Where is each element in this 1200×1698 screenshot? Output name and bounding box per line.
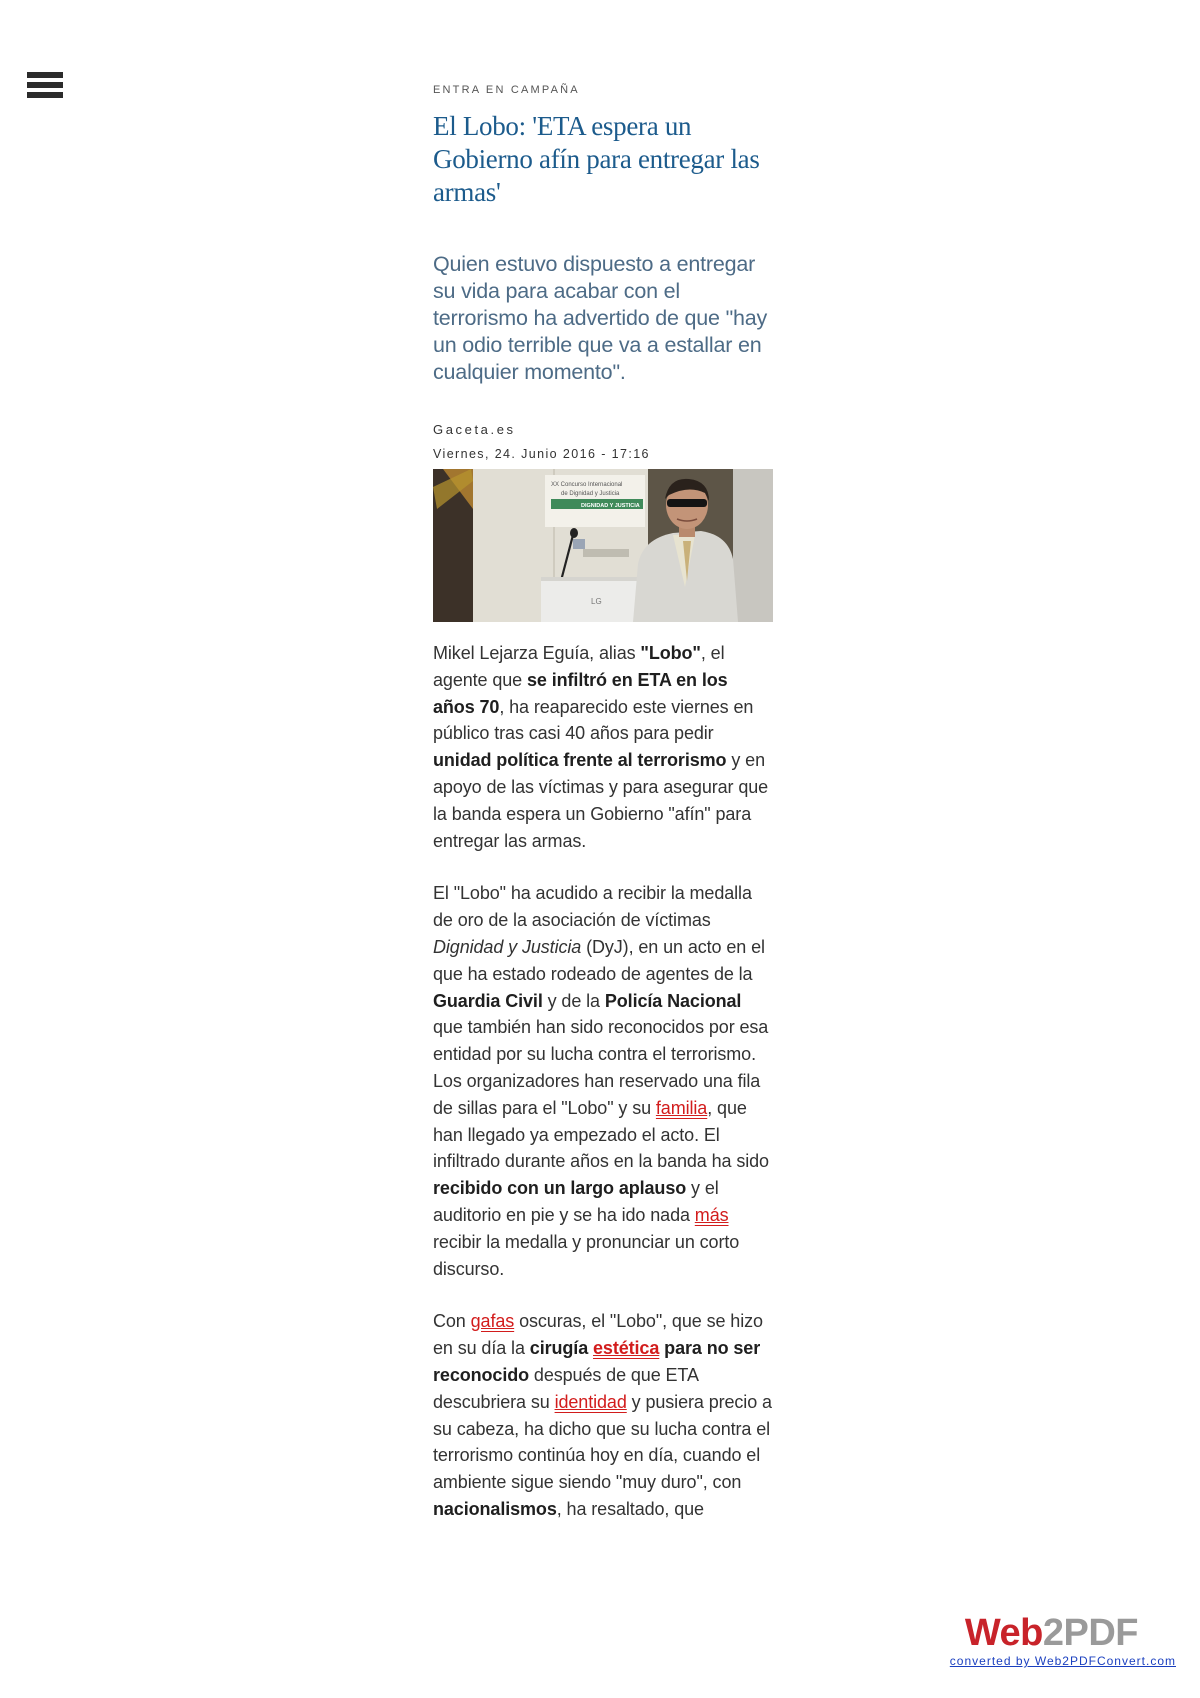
web2pdf-logo: Web2PDF: [964, 1612, 1138, 1654]
web2pdf-watermark: [950, 1614, 1176, 1668]
article-date: Viernes, 24. Junio 2016 - 17:16: [433, 447, 650, 461]
hamburger-menu-icon[interactable]: [27, 72, 63, 104]
body-paragraph-1: Mikel Lejarza Eguía, alias "Lobo", el agente que se infiltró en ETA en los años 70, ha reaparecido este viernes en público tras casi 40 años para pedir unidad política frente al terrorismo y en apoyo de las víctimas y para asegurar que la banda espera un Gobierno "afín" para entregar las armas.: [433, 643, 769, 851]
article-photo: [433, 469, 773, 622]
article-standfirst: Quien estuvo dispuesto a entregar su vida para acabar con el terrorismo ha advertido de que "hay un odio terrible que va a estallar en cualquier momento".: [433, 252, 768, 384]
web2pdf-convert-link[interactable]: converted by Web2PDFConvert.com: [949, 1654, 1176, 1668]
ad-link-estetica[interactable]: estética: [593, 1338, 660, 1359]
ad-link-gafas[interactable]: gafas: [470, 1311, 515, 1332]
article-headline: El Lobo: 'ETA espera un Gobierno afín para entregar las armas': [433, 111, 760, 207]
photo-screen-line1: XX Concurso Internacional: [551, 482, 623, 488]
article-source: Gaceta.es: [433, 422, 516, 437]
article: [433, 84, 773, 1549]
photo-screen-line2: de Dignidad y Justicia: [561, 491, 620, 497]
article-body: [433, 640, 773, 1523]
body-paragraph-2: El "Lobo" ha acudido a recibir la medalla de oro de la asociación de víctimas Dignidad y Justicia (DyJ), en un acto en el que ha estado rodeado de agentes de la Guardia Civil y de la Policía Nacional que también han sido reconocidos por esa entidad por su lucha contra el terrorismo. Los organizadores han reservado una fila de sillas para el "Lobo" y su familia, que han llegado ya empezado el acto. El infiltrado durante años en la banda ha sido recibido con un largo aplauso y el auditorio en pie y se ha ido nada más recibir la medalla y pronunciar un corto discurso.: [433, 883, 769, 1279]
ad-link-identidad[interactable]: identidad: [554, 1391, 627, 1412]
ad-link-mas[interactable]: más: [694, 1204, 729, 1225]
photo-banner-text: DIGNIDAD Y JUSTICIA: [581, 503, 640, 509]
article-kicker: ENTRA EN CAMPAÑA: [433, 84, 580, 96]
body-paragraph-3: Con gafas oscuras, el "Lobo", que se hizo en su día la cirugía estética para no ser reconocido después de que ETA descubriera su identidad y pusiera precio a su cabeza, ha dicho que su lucha contra el terrorismo continúa hoy en día, cuando el ambiente sigue siendo "muy duro", con nacionalismos, ha resaltado, que: [433, 1311, 772, 1519]
photo-lectern-text: LG: [591, 597, 602, 606]
ad-link-familia[interactable]: familia: [655, 1097, 708, 1118]
